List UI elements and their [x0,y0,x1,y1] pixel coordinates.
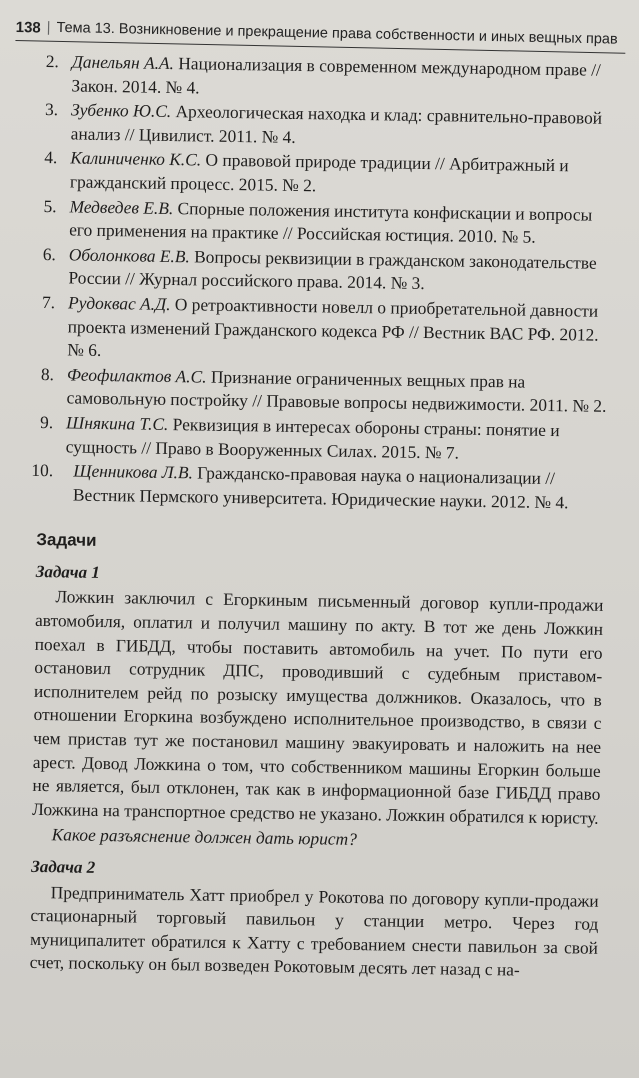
reference-item [41,195,610,251]
task-2-body: Предприниматель Хатт приобрел у Рокотова по договору купли-продажи стационарный торговый павильон у станции метро. Через год муниципалитет обратился к Хатту с требованием снести павильон за свой счет, поскольку он был возведен Рокотовым десять лет назад с на- [29,881,599,980]
reference-number: 5. [43,195,57,216]
reference-author: Зубенко Ю.С. [70,99,172,122]
task-1-title: Задача 1 [35,561,100,582]
reference-author: Шнякина Т.С. [65,412,169,434]
reference-author: Данельян А.А. [71,51,175,74]
page-content [29,50,611,984]
reference-number: 6. [42,243,57,264]
reference-item [31,459,606,515]
reference-text: Национализация в современном международном праве // Закон. 2014. № 4. [71,53,602,98]
reference-text: Реквизиция в интересах обороны страны: понятие и сущность // Право в Вооруженных Силах. 2015. № 7. [65,413,560,463]
reference-number: 2. [45,51,60,72]
reference-text: О ретроактивности новелл о приобретательной давности проекта изменений Гражданского кодекса РФ // Вестник ВАС РФ. 2012. № 6. [67,293,599,361]
reference-item [42,146,611,202]
reference-item [43,98,612,154]
reference-author: Феофилактов А.С. [66,364,207,387]
reference-item [43,50,612,106]
reference-number: 10. [31,459,54,481]
reference-author: Рудокваc А.Д. [67,292,171,314]
reference-text: Вопросы реквизиции в гражданском законодательстве России // Журнал российского права. 2014. № 3. [68,246,597,294]
reference-number: 3. [44,99,59,120]
reference-number: 7. [41,291,56,313]
running-header [15,14,625,54]
reference-number: 9. [40,411,54,433]
reference-author: Оболонкова Е.В. [68,244,190,267]
task-1-question: Какое разъяснение должен дать юрист? [51,824,358,850]
reference-text: О правовой природе традиции // Арбитражный и гражданский процесс. 2015. № 2. [69,149,569,196]
reference-item [38,411,607,467]
page-number: 138 [15,18,41,37]
reference-text: Гражданско-правовая наука о национализации // Вестник Пермского университета. Юридические науки. 2012. № 4. [72,462,569,512]
tasks-section-title: Задачи [36,530,97,551]
chapter-title: Тема 13. Возникновение и прекращение права собственности и иных вещных прав [56,19,618,48]
reference-author: Калиниченко К.С. [70,147,202,170]
reference-item [39,291,608,371]
header-separator: | [46,19,51,36]
reference-number: 4. [44,147,58,168]
reference-author: Щенникова Л.В. [73,460,194,483]
reference-text: Спорные положения института конфискации и вопросы его применения на практике // Российская юстиция. 2010. № 5. [69,197,593,247]
reference-text: Археологическая находка и клад: сравнительно-правовой анализ // Цивилист. 2011. № 4. [70,101,603,147]
reference-author: Медведев Е.В. [69,195,174,218]
task-2-title: Задача 2 [31,856,96,877]
reference-list [31,50,612,515]
reference-item [38,363,607,419]
reference-number: 8. [40,363,55,384]
task-1-body: Ложкин заключил с Егоркиным письменный договор купли-продажи автомобиля, оплатил и получил машину по акту. В тот же день Ложкин поехал в ГИБДД, чтобы поставить автомобиль на учет. По пути его остановил сотрудник ДПС, проводивший с судебным приставом-исполнителем рейд по розыску имущества должников. Оказалось, что в отношении Егоркина возбуждено исполнительное производство, в связи с чем пристав тут же постановил машину эвакуировать и наложить на нее арест. Довод Ложкина о том, что собственником машины Егоркин больше не является, был отклонен, так как в информационной базе ГИБДД право Ложкина на транспортное средство не указано. Ложкин обратился к юристу. [31,586,604,828]
reference-item [40,243,609,299]
reference-text: Признание ограниченных вещных прав на самовольную постройку // Правовые вопросы недвижимости. 2011. № 2. [66,366,607,417]
